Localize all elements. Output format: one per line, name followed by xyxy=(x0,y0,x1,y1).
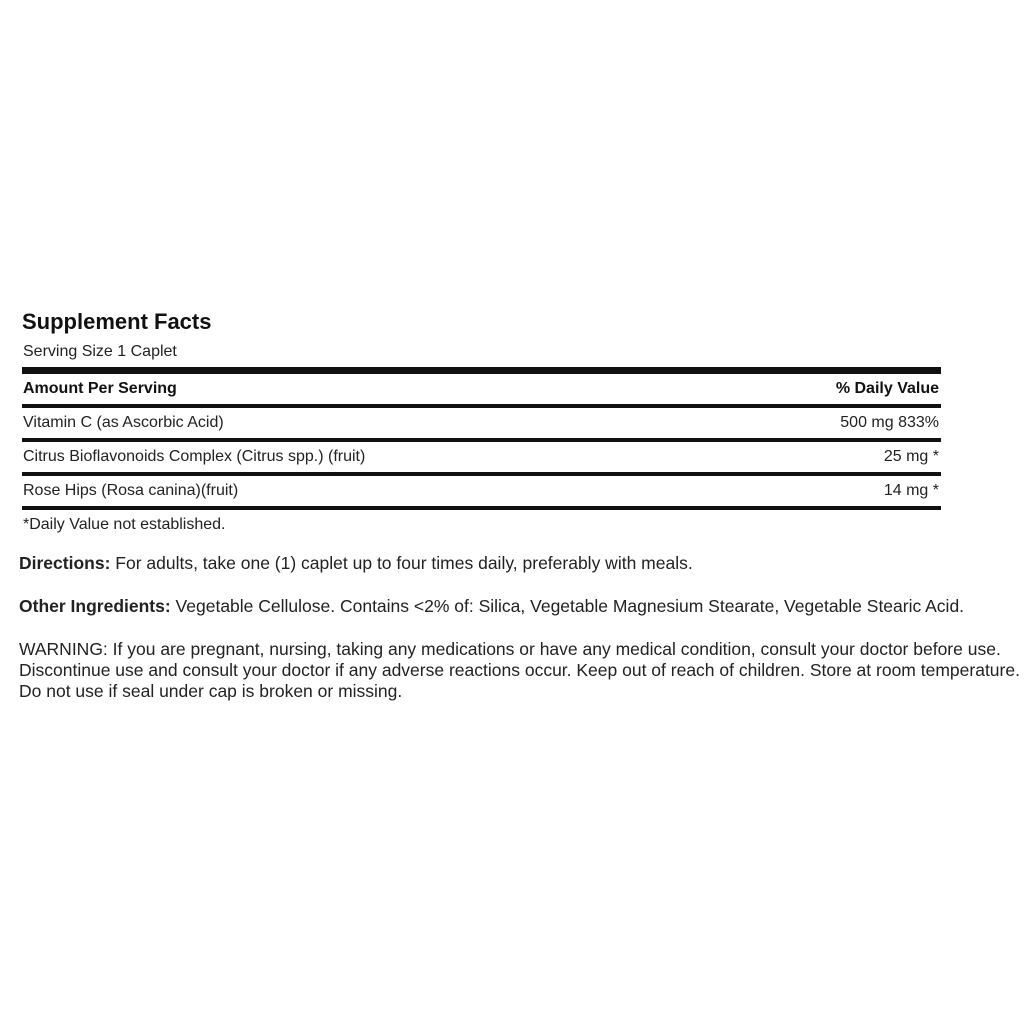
directions-paragraph xyxy=(19,553,1022,574)
nutrient-value: 14 mg * xyxy=(883,482,939,499)
nutrient-row xyxy=(22,476,941,506)
directions-text: For adults, take one (1) caplet up to four times daily, preferably with meals. xyxy=(110,553,693,573)
ingredients-text: Vegetable Cellulose. Contains <2% of: Silica, Vegetable Magnesium Stearate, Vegetable Stearic Acid. xyxy=(170,596,965,616)
nutrient-value: 500 mg 833% xyxy=(840,414,939,431)
nutrient-row xyxy=(22,442,941,472)
daily-value-label: % Daily Value xyxy=(835,380,939,397)
ingredients-label: Other Ingredients: xyxy=(19,596,171,616)
warning-paragraph: WARNING: If you are pregnant, nursing, taking any medications or have any medical condition, consult your doctor before use. Discontinue use and consult your doctor if any adverse reactions occur. Keep out of reach of children. Store at room temperature. Do not use if seal under cap is broken or missing. xyxy=(19,639,1020,701)
nutrient-value: 25 mg * xyxy=(883,448,939,465)
nutrient-name: Vitamin C (as Ascorbic Acid) xyxy=(23,414,224,431)
nutrient-row xyxy=(22,408,941,438)
directions-label: Directions: xyxy=(19,553,111,573)
facts-footnote: *Daily Value not established. xyxy=(23,516,226,533)
ingredients-paragraph xyxy=(19,596,1022,617)
facts-header-row xyxy=(22,374,941,404)
facts-title: Supplement Facts xyxy=(22,309,212,334)
label-text xyxy=(19,553,1022,724)
divider-thick xyxy=(22,367,941,374)
divider-bottom xyxy=(22,506,941,510)
supplement-facts-panel xyxy=(22,308,941,534)
serving-size: Serving Size 1 Caplet xyxy=(23,343,177,360)
amount-per-serving-label: Amount Per Serving xyxy=(23,380,177,397)
nutrient-name: Rose Hips (Rosa canina)(fruit) xyxy=(23,482,239,499)
nutrient-name: Citrus Bioflavonoids Complex (Citrus spp.) (fruit) xyxy=(23,448,366,465)
